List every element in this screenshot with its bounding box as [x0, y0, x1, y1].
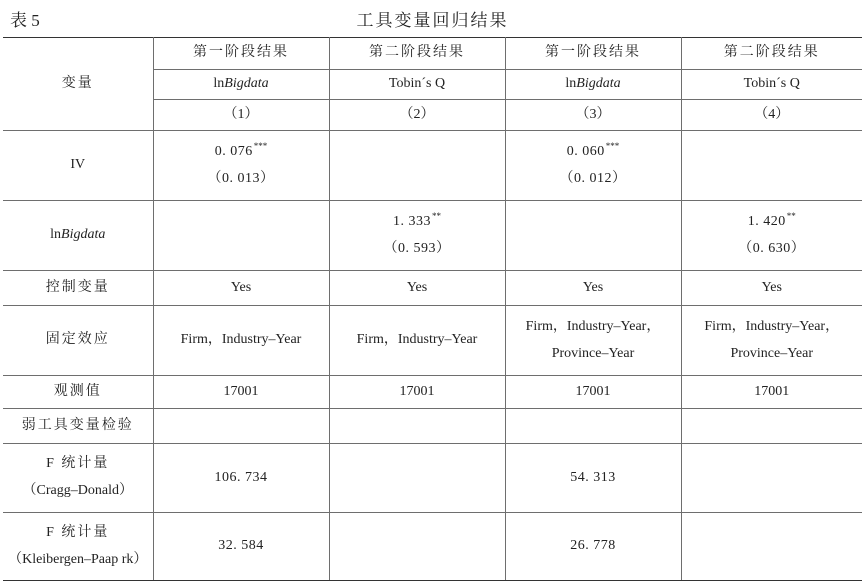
- empty-cell: [329, 131, 505, 201]
- f-cd-col3: 54. 313: [505, 444, 681, 513]
- significance-stars: ***: [605, 140, 620, 151]
- significance-stars: ***: [253, 140, 268, 151]
- row-f-cragg-donald: [3, 444, 862, 513]
- fe-col3: Firm，Industry–Year， Province–Year: [505, 306, 681, 376]
- colnum-1: （1）: [153, 100, 329, 131]
- iv-cell-col1: [153, 131, 329, 201]
- lnbigdata-coef-col4: 1. 420: [747, 213, 786, 229]
- colnum-3: （3）: [505, 100, 681, 131]
- depvar-col2: Tobin´s Q: [329, 70, 505, 100]
- stage-label-col3: 第一阶段结果: [505, 38, 681, 70]
- obs-col4: 17001: [681, 376, 862, 409]
- row-label-f-kleibergen-paap: F 统计量 （Kleibergen–Paap rk）: [3, 513, 153, 581]
- row-label-fixed-effects: 固定效应: [3, 306, 153, 376]
- f-cd-col1: 106. 734: [153, 444, 329, 513]
- row-controls: [3, 271, 862, 306]
- controls-col1: Yes: [153, 271, 329, 306]
- stage-label-col2: 第二阶段结果: [329, 38, 505, 70]
- table-caption: [0, 0, 865, 36]
- stage-label-col1: 第一阶段结果: [153, 38, 329, 70]
- empty-cell: [329, 409, 505, 444]
- colnum-4: （4）: [681, 100, 862, 131]
- row-label-lnbigdata: lnBigdata: [3, 201, 153, 271]
- empty-cell: [329, 444, 505, 513]
- regression-table: [3, 37, 862, 581]
- empty-cell: [681, 513, 862, 581]
- row-lnbigdata: [3, 201, 862, 271]
- controls-col3: Yes: [505, 271, 681, 306]
- empty-cell: [329, 513, 505, 581]
- iv-se-col1: （0. 013）: [207, 170, 275, 186]
- row-label-controls: 控制变量: [3, 271, 153, 306]
- row-label-iv: IV: [3, 131, 153, 201]
- variable-header: 变量: [3, 38, 153, 131]
- table-number: 表 5: [10, 11, 40, 30]
- colnum-2: （2）: [329, 100, 505, 131]
- significance-stars: **: [786, 210, 796, 221]
- obs-col1: 17001: [153, 376, 329, 409]
- empty-cell: [153, 201, 329, 271]
- depvar-col3: lnBigdata: [505, 70, 681, 100]
- iv-se-col3: （0. 012）: [559, 170, 627, 186]
- lnbigdata-coef-col2: 1. 333: [393, 213, 431, 229]
- row-weak-iv: [3, 409, 862, 444]
- obs-col3: 17001: [505, 376, 681, 409]
- empty-cell: [505, 409, 681, 444]
- empty-cell: [681, 444, 862, 513]
- lnbigdata-cell-col4: [681, 201, 862, 271]
- row-iv: [3, 131, 862, 201]
- row-label-f-cragg-donald: F 统计量 （Cragg–Donald）: [3, 444, 153, 513]
- depvar-col1: lnBigdata: [153, 70, 329, 100]
- row-f-kleibergen-paap: [3, 513, 862, 581]
- iv-coef-col3: 0. 060: [566, 143, 605, 159]
- header-row-stages: [3, 38, 862, 70]
- table-title: 工具变量回归结果: [356, 11, 509, 30]
- significance-stars: **: [432, 210, 441, 221]
- lnbigdata-se-col2: （0. 593）: [383, 240, 451, 256]
- f-kp-col3: 26. 778: [505, 513, 681, 581]
- fe-col1: Firm，Industry–Year: [153, 306, 329, 376]
- empty-cell: [681, 131, 862, 201]
- obs-col2: 17001: [329, 376, 505, 409]
- row-observations: [3, 376, 862, 409]
- iv-coef-col1: 0. 076: [214, 143, 253, 159]
- f-kp-col1: 32. 584: [153, 513, 329, 581]
- controls-col2: Yes: [329, 271, 505, 306]
- fe-col4: Firm，Industry–Year， Province–Year: [681, 306, 862, 376]
- depvar-col4: Tobin´s Q: [681, 70, 862, 100]
- lnbigdata-se-col4: （0. 630）: [738, 240, 806, 256]
- iv-cell-col3: [505, 131, 681, 201]
- fe-col2: Firm，Industry–Year: [329, 306, 505, 376]
- stage-label-col4: 第二阶段结果: [681, 38, 862, 70]
- row-fixed-effects: [3, 306, 862, 376]
- empty-cell: [505, 201, 681, 271]
- row-label-observations: 观测值: [3, 376, 153, 409]
- lnbigdata-cell-col2: [329, 201, 505, 271]
- row-label-weak-iv: 弱工具变量检验: [3, 409, 153, 444]
- empty-cell: [681, 409, 862, 444]
- controls-col4: Yes: [681, 271, 862, 306]
- empty-cell: [153, 409, 329, 444]
